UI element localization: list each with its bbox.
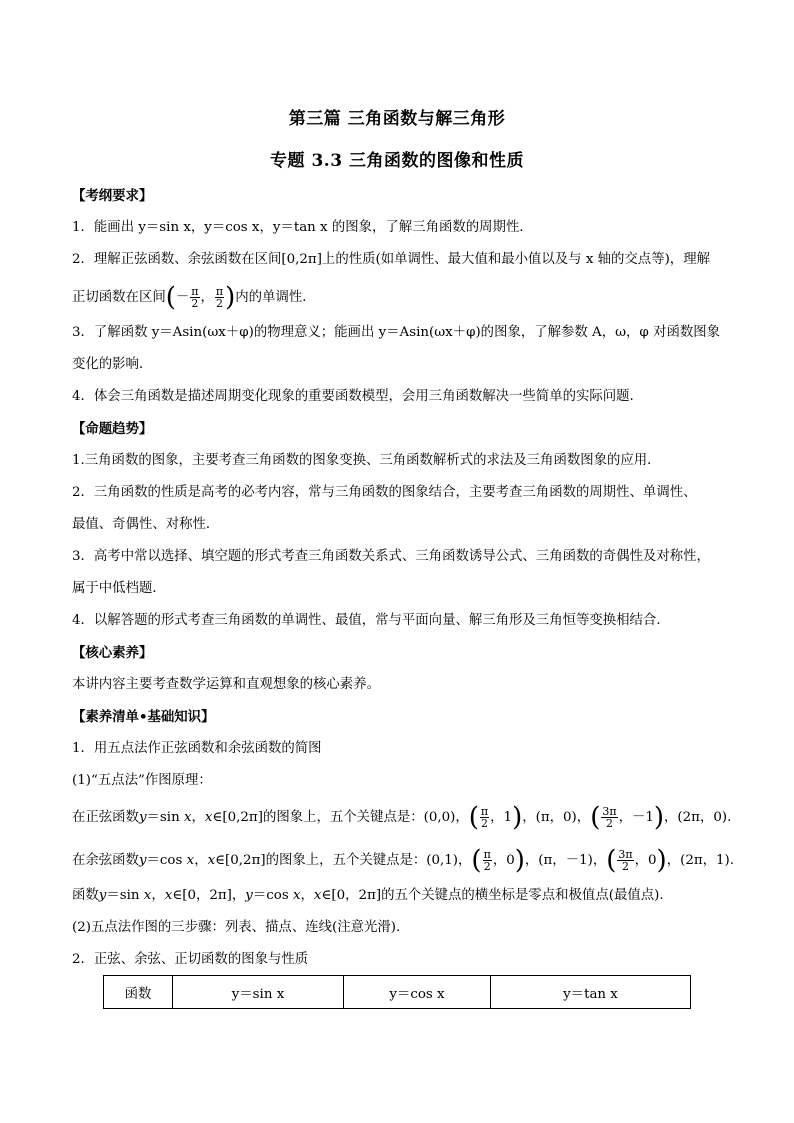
topic-title: 专题 3.3 三角函数的图像和性质	[270, 151, 524, 171]
close-paren: )	[225, 282, 236, 313]
trend-line-4: 3．高考中常以选择、填空题的形式考查三角函数关系式、三角函数诱导公式、三角函数的奇偶性及对称性，	[72, 549, 710, 564]
cosine-key-points: 在余弦函数y＝cos x，x∈[0,2π]的图象上，五个关键点是：(0,1)，( $\frac{\pi}{2}$ ，0)，(π，－1)，( $\frac{3\pi}{2}$ ，0)，(2π，1).	[72, 845, 735, 876]
trend-line-3: 最值、奇偶性、对称性．	[72, 517, 220, 532]
fraction-pi-over-2: $\frac{\pi}{2}$	[483, 848, 491, 873]
table-header-cos: y＝cos x	[344, 976, 491, 1009]
trend-line-5: 属于中低档题．	[72, 581, 166, 596]
trend-line-6: 4．以解答题的形式考查三角函数的单调性、最值，常与平面向量、解三角形及三角恒等变换相结合.	[72, 613, 661, 628]
syllabus-line-1: 1．能画出 y＝sin x，y＝cos x，y＝tan x 的图象，了解三角函数的周期性．	[72, 220, 533, 235]
fraction-3pi-over-2: $\frac{3\pi}{2}$	[618, 848, 633, 873]
function-properties-table	[103, 975, 691, 1009]
table-header-row	[104, 976, 691, 1009]
sine-key-points: 在正弦函数y＝sin x，x∈[0,2π]的图象上，五个关键点是：(0,0)，( $\frac{\pi}{2}$ ，1)，(π，0)，( $\frac{3\pi}{2}$ ，－1)，(2π，0).	[72, 802, 732, 833]
trend-line-2: 2．三角函数的性质是高考的必考内容，常与三角函数的图象结合，主要考查三角函数的周期性、单调性、	[72, 485, 697, 500]
heading-syllabus: 【考纲要求】	[72, 188, 153, 204]
syllabus-line-4: 3．了解函数 y＝Asin(ωx＋φ)的物理意义；能画出 y＝Asin(ωx＋φ)的图象，了解参数 A，ω，φ 对函数图象	[72, 325, 721, 340]
table-header-function: 函数	[104, 976, 173, 1009]
heading-trend: 【命题趋势】	[72, 421, 153, 437]
syllabus-line-2: 2．理解正弦函数、余弦函数在区间[0,2π]上的性质(如单调性、最大值和最小值以及与 x 轴的交点等)，理解	[72, 252, 710, 267]
minus-sign: －	[175, 290, 190, 305]
open-paren: (	[165, 282, 176, 313]
syllabus-line-3: 正切函数在区间(－ $\frac{\pi}{2}$ ， $\frac{\pi}{2}$ )内的单调性．	[72, 282, 316, 313]
syllabus-line-3-pre: 正切函数在区间	[72, 290, 166, 305]
fraction-3pi-over-2: $\frac{3\pi}{2}$	[602, 805, 617, 830]
syllabus-line-3-post: 内的单调性．	[235, 290, 316, 305]
part-title: 第三篇 三角函数与解三角形	[288, 109, 506, 129]
table-header-sin: y＝sin x	[173, 976, 344, 1009]
syllabus-line-5: 变化的影响．	[72, 357, 153, 372]
basics-line-6: (2)五点法作图的三步骤：列表、描点、连线(注意光滑)．	[72, 920, 410, 935]
core-line-1: 本讲内容主要考查数学运算和直观想象的核心素养。	[72, 677, 380, 692]
fraction-pi-over-2: $\frac{\pi}{2}$	[191, 285, 199, 310]
basics-line-7: 2．正弦、余弦、正切函数的图象与性质	[72, 952, 309, 967]
basics-line-2: (1)“五点法”作图原理：	[72, 773, 212, 788]
heading-basics: 【素养清单•基础知识】	[72, 709, 215, 725]
table-header-tan: y＝tan x	[491, 976, 691, 1009]
basics-line-1: 1．用五点法作正弦函数和余弦函数的简图	[72, 741, 322, 756]
fraction-pi-over-2: $\frac{\pi}{2}$	[480, 805, 489, 830]
syllabus-line-6: 4．体会三角函数是描述周期变化现象的重要函数模型，会用三角函数解决一些简单的实际问题.	[72, 389, 634, 404]
key-points-abscissa: 函数y＝sin x，x∈[0，2π]，y＝cos x，x∈[0，2π]的五个关键点的横坐标是零点和极值点(最值点).	[72, 888, 664, 903]
heading-core: 【核心素养】	[72, 645, 153, 661]
trend-line-1: 1.三角函数的图象，主要考查三角函数的图象变换、三角函数解析式的求法及三角函数图象的应用．	[72, 453, 661, 468]
fraction-pi-over-2: $\frac{\pi}{2}$	[215, 285, 224, 310]
